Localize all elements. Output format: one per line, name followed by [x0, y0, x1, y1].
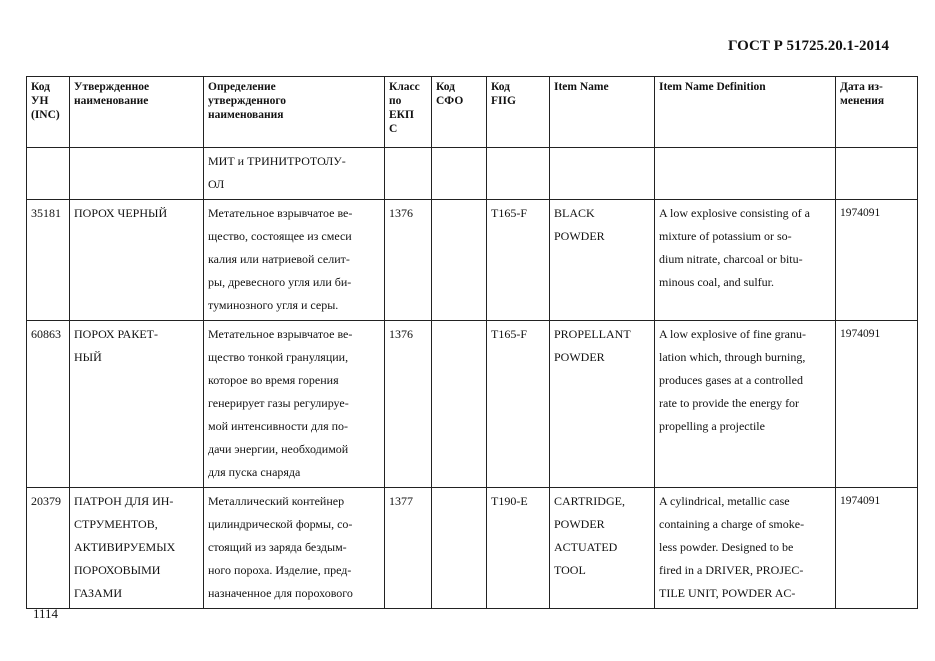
column-header-line: Код [31, 81, 51, 93]
name-cell [70, 148, 204, 200]
definition-cell-line: генерирует газы регулируе- [208, 396, 349, 410]
column-header-line: утвержденного [208, 95, 287, 107]
date-cell: 1974091 [836, 488, 918, 609]
column-header-line: Код [491, 81, 511, 93]
item-definition-cell [655, 148, 836, 200]
definition-cell-line: щество тонкой грануляции, [208, 350, 349, 364]
item-name-cell-line: POWDER [554, 350, 605, 364]
item-name-cell-line: ACTUATED [554, 540, 618, 554]
definition-cell-line: МИТ и ТРИНИТРОТОЛУ- [208, 154, 346, 168]
item-definition-cell-line: fired in a DRIVER, PROJEC- [659, 563, 804, 577]
definition-cell-line: ОЛ [208, 177, 225, 191]
name-cell-line: СТРУМЕНТОВ, [74, 517, 158, 531]
definition-cell [204, 200, 385, 321]
column-header [432, 77, 487, 148]
item-name-cell-line: PROPELLANT [554, 327, 631, 341]
item-definition-cell-line: mixture of potassium or so- [659, 229, 792, 243]
table-row [27, 488, 918, 609]
item-definition-cell [655, 488, 836, 609]
column-header-line: наименования [208, 109, 284, 121]
definition-cell-line: Металлический контейнер [208, 494, 345, 508]
item-definition-cell [655, 321, 836, 488]
code-cell: 20379 [27, 488, 70, 609]
item-definition-cell-line: A cylindrical, metallic case [659, 494, 790, 508]
item-name-cell-line: CARTRIDGE, [554, 494, 625, 508]
definition-cell-line: Метательное взрывчатое ве- [208, 206, 353, 220]
class-cell: 1377 [385, 488, 432, 609]
column-header-line: менения [840, 95, 885, 107]
definition-cell [204, 148, 385, 200]
item-name-cell-line: BLACK [554, 206, 595, 220]
definition-cell-line: для пуска снаряда [208, 465, 301, 479]
fiig-cell: T165-F [487, 321, 550, 488]
definition-cell-line: ного пороха. Изделие, пред- [208, 563, 352, 577]
class-cell: 1376 [385, 200, 432, 321]
table-row [27, 321, 918, 488]
column-header [70, 77, 204, 148]
item-name-cell-line: POWDER [554, 517, 605, 531]
class-cell [385, 148, 432, 200]
definition-cell-line: цилиндрической формы, со- [208, 517, 353, 531]
column-header-line: Item Name [554, 81, 609, 93]
table-body [27, 148, 918, 609]
column-header-line: Класс [389, 81, 420, 93]
item-definition-cell-line: lation which, through burning, [659, 350, 806, 364]
code-cell: 60863 [27, 321, 70, 488]
name-cell [70, 200, 204, 321]
column-header-line: Определение [208, 81, 276, 93]
name-cell [70, 488, 204, 609]
item-definition-cell-line: A low explosive consisting of a [659, 206, 810, 220]
item-definition-cell-line: rate to provide the energy for [659, 396, 800, 410]
column-header-line: СФО [436, 95, 464, 107]
date-cell: 1974091 [836, 321, 918, 488]
column-header [204, 77, 385, 148]
column-header-line: (INC) [31, 109, 60, 121]
column-header-line: ЕКП [389, 109, 414, 121]
column-header [550, 77, 655, 148]
definition-cell-line: стоящий из заряда бездым- [208, 540, 347, 554]
sfo-cell [432, 148, 487, 200]
column-header [385, 77, 432, 148]
page-number: 1114 [33, 606, 59, 621]
item-definition-cell-line: containing a charge of smoke- [659, 517, 805, 531]
item-definition-cell [655, 200, 836, 321]
item-name-cell-line: TOOL [554, 563, 586, 577]
fiig-cell [487, 148, 550, 200]
item-name-cell [550, 148, 655, 200]
name-cell-line: АКТИВИРУЕМЫХ [74, 540, 176, 554]
item-definition-cell-line: dium nitrate, charcoal or bitu- [659, 252, 803, 266]
sfo-cell [432, 488, 487, 609]
table-row [27, 148, 918, 200]
name-cell [70, 321, 204, 488]
column-header-line: наименование [74, 95, 149, 107]
column-header-line: по [389, 95, 402, 107]
item-name-cell [550, 321, 655, 488]
date-cell [836, 148, 918, 200]
sfo-cell [432, 200, 487, 321]
column-header [655, 77, 836, 148]
table-header-row [27, 77, 918, 148]
definition-cell-line: щество, состоящее из смеси [208, 229, 352, 243]
column-header-line: С [389, 123, 398, 135]
table-row [27, 200, 918, 321]
definition-cell-line: которое во время горения [208, 373, 339, 387]
definition-cell-line: туминозного угля и серы. [208, 298, 339, 312]
fiig-cell: T190-E [487, 488, 550, 609]
name-cell-line: ГАЗАМИ [74, 586, 123, 600]
catalog-table [26, 76, 918, 609]
item-definition-cell-line: TILE UNIT, POWDER AC- [659, 586, 796, 600]
name-cell-line: ПАТРОН ДЛЯ ИН- [74, 494, 174, 508]
column-header [27, 77, 70, 148]
definition-cell-line: калия или натриевой селит- [208, 252, 350, 266]
definition-cell-line: мой интенсивности для по- [208, 419, 349, 433]
code-cell [27, 148, 70, 200]
column-header [487, 77, 550, 148]
fiig-cell: T165-F [487, 200, 550, 321]
code-cell: 35181 [27, 200, 70, 321]
definition-cell-line: дачи энергии, необходимой [208, 442, 349, 456]
item-definition-cell-line: less powder. Designed to be [659, 540, 794, 554]
item-name-cell [550, 200, 655, 321]
definition-cell [204, 488, 385, 609]
date-cell: 1974091 [836, 200, 918, 321]
document-standard-number: ГОСТ Р 51725.20.1-2014 [727, 38, 889, 54]
definition-cell [204, 321, 385, 488]
item-definition-cell-line: minous coal, and sulfur. [659, 275, 774, 289]
column-header-line: Утвержденное [74, 81, 150, 93]
name-cell-line: ПОРОХ ЧЕРНЫЙ [74, 206, 168, 220]
column-header-line: Item Name Definition [659, 81, 766, 93]
name-cell-line: ПОРОХ РАКЕТ- [74, 327, 159, 341]
class-cell: 1376 [385, 321, 432, 488]
column-header-line: Дата из- [840, 81, 883, 93]
item-definition-cell-line: propelling a projectile [659, 419, 765, 433]
sfo-cell [432, 321, 487, 488]
column-header [836, 77, 918, 148]
item-name-cell [550, 488, 655, 609]
item-definition-cell-line: produces gases at a controlled [659, 373, 803, 387]
column-header-line: FIIG [491, 95, 516, 107]
definition-cell-line: назначенное для порохового [208, 586, 353, 600]
definition-cell-line: Метательное взрывчатое ве- [208, 327, 353, 341]
item-definition-cell-line: A low explosive of fine granu- [659, 327, 806, 341]
column-header-line: Код [436, 81, 456, 93]
definition-cell-line: ры, древесного угля или би- [208, 275, 352, 289]
item-name-cell-line: POWDER [554, 229, 605, 243]
name-cell-line: ПОРОХОВЫМИ [74, 563, 161, 577]
column-header-line: УН [31, 95, 49, 107]
name-cell-line: НЫЙ [74, 350, 102, 364]
